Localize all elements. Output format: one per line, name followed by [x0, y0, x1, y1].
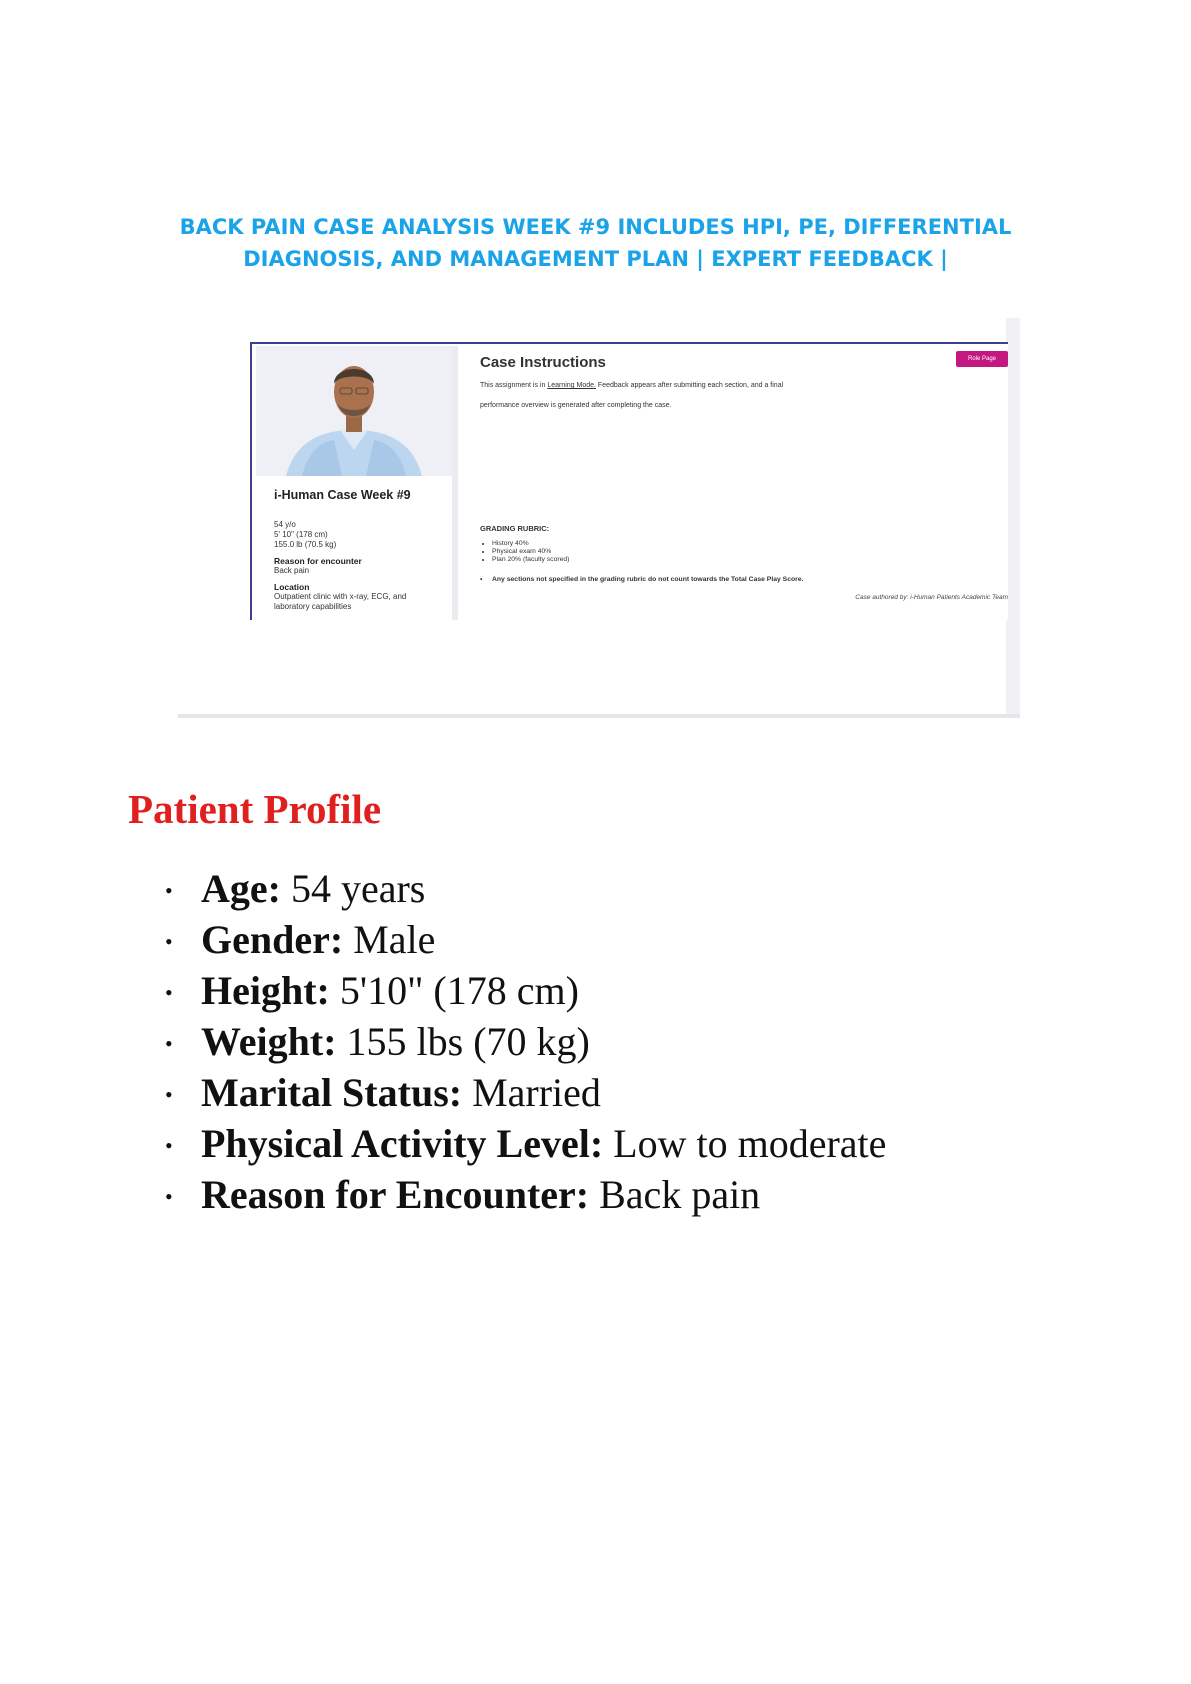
case-author: Case authored by: i-Human Patients Academic Team: [855, 594, 1008, 601]
patient-panel: [256, 346, 458, 620]
patient-info-card: [256, 476, 452, 620]
document-title: [120, 211, 1071, 275]
grading-rubric-list: [480, 540, 569, 564]
profile-value: Married: [472, 1070, 601, 1115]
instructions-line2: performance overview is generated after completing the case.: [480, 402, 672, 409]
instructions-panel: [462, 344, 1008, 620]
profile-label: Marital Status:: [201, 1070, 463, 1115]
instructions-line1-pre: This assignment is in: [480, 382, 548, 389]
profile-label: Physical Activity Level:: [201, 1121, 604, 1166]
bullet-icon: •: [165, 1184, 173, 1209]
bullet-icon: •: [165, 878, 173, 903]
document-title-line1: BACK PAIN CASE ANALYSIS WEEK #9 INCLUDES HPI, PE, DIFFERENTIAL: [179, 215, 1012, 239]
profile-value: Low to moderate: [613, 1121, 887, 1166]
profile-value: Male: [353, 917, 436, 962]
rubric-item: • Plan 20% (faculty scored): [492, 556, 569, 564]
screenshot-scroll-edge: [1006, 318, 1020, 716]
rubric-item: • History 40%: [492, 540, 569, 548]
profile-value: 155 lbs (70 kg): [346, 1019, 590, 1064]
patient-age: 54 y/o: [274, 520, 296, 529]
reason-label: Reason for encounter: [274, 556, 362, 566]
screenshot-bottom-edge: [178, 714, 1020, 718]
profile-value: Back pain: [599, 1172, 761, 1217]
bullet-icon: •: [165, 1082, 173, 1107]
case-instructions-title: Case Instructions: [480, 354, 606, 371]
grading-rubric-heading: GRADING RUBRIC:: [480, 524, 550, 533]
bullet-icon: •: [165, 1133, 173, 1158]
role-page-button[interactable]: Role Page: [956, 351, 1008, 367]
reason-value: Back pain: [274, 566, 310, 575]
bullet-icon: •: [165, 980, 173, 1005]
document-title-line2: DIAGNOSIS, AND MANAGEMENT PLAN | EXPERT FEEDBACK |: [243, 247, 948, 271]
profile-label: Reason for Encounter:: [201, 1172, 590, 1217]
patient-card-title: i-Human Case Week #9: [274, 488, 411, 502]
profile-value: 54 years: [290, 866, 426, 911]
case-window: [250, 342, 1008, 620]
instructions-line1-post: Feedback appears after submitting each section, and a final: [595, 382, 784, 389]
profile-label: Weight:: [201, 1019, 337, 1064]
rubric-item: • Physical exam 40%: [492, 548, 569, 556]
case-screenshot: [178, 318, 1020, 720]
instructions-line1: [480, 382, 783, 389]
rubric-note: • Any sections not specified in the grading rubric do not count towards the Total Case Play Score.: [492, 576, 803, 583]
profile-label: Height:: [201, 968, 330, 1013]
learning-mode-link[interactable]: Learning Mode.: [547, 382, 596, 389]
bullet-icon: •: [165, 1031, 173, 1056]
patient-profile-heading: Patient Profile: [128, 786, 382, 832]
patient-avatar: [256, 346, 452, 476]
patient-avatar-illustration: [256, 346, 452, 476]
location-value: Outpatient clinic with x-ray, ECG, and laboratory capabilities: [274, 592, 407, 611]
profile-label: Gender:: [201, 917, 344, 962]
bullet-icon: •: [165, 929, 173, 954]
patient-height: 5' 10" (178 cm): [274, 530, 328, 539]
profile-value: 5'10" (178 cm): [339, 968, 579, 1013]
location-label: Location: [274, 582, 310, 592]
patient-weight: 155.0 lb (70.5 kg): [274, 540, 337, 549]
profile-label: Age:: [201, 866, 281, 911]
